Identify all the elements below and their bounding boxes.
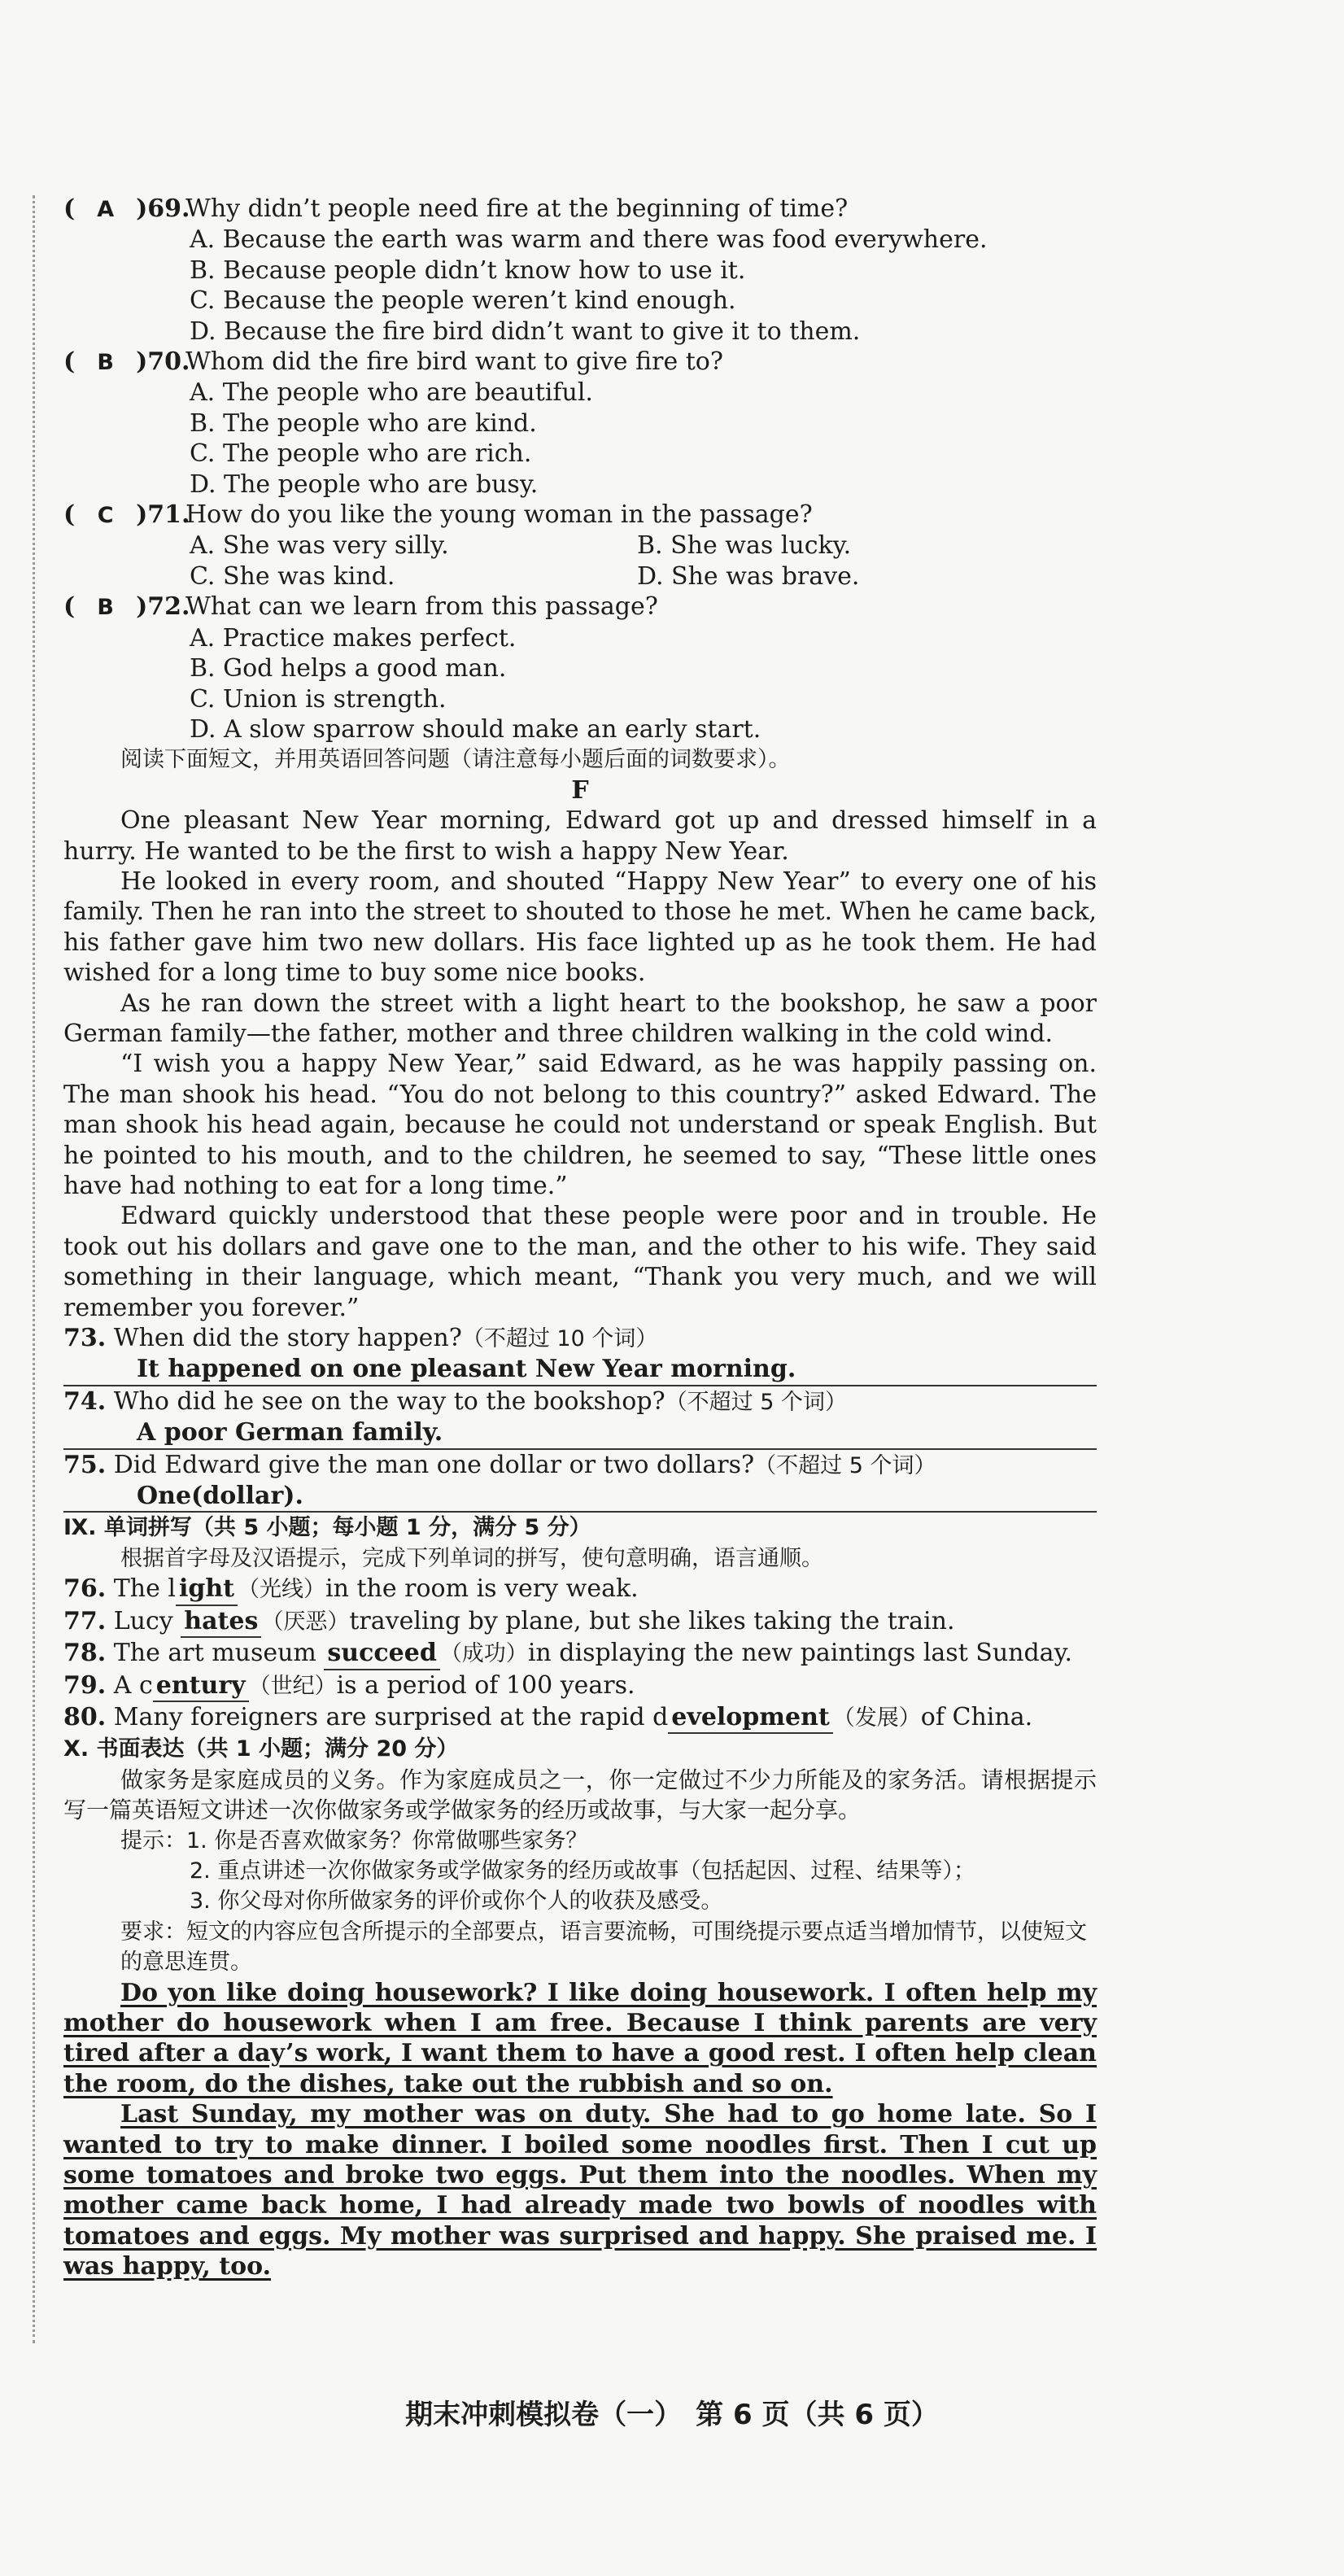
chinese-hint: （厌恶） xyxy=(261,1609,350,1635)
spelling-item xyxy=(63,1606,1097,1638)
chinese-hint: （发展） xyxy=(832,1705,921,1731)
question-number: 73. xyxy=(63,1324,107,1353)
question-number: 78. xyxy=(63,1639,107,1668)
question-number: 69. xyxy=(147,194,190,223)
answer-letter: B xyxy=(97,595,114,621)
writing-prompt: 做家务是家庭成员的义务。作为家庭成员之一，你一定做过不少力所能及的家务活。请根据提示写一篇英语短文讲述一次你做家务或学做家务的经历或故事，与大家一起分享。 xyxy=(63,1766,1097,1824)
option: B. God helps a good man. xyxy=(190,654,507,683)
chinese-hint: （成功） xyxy=(439,1641,528,1667)
sentence-end: in the room is very weak. xyxy=(325,1574,639,1604)
page-footer: 期末冲刺模拟卷（一） 第 6 页（共 6 页） xyxy=(405,2399,939,2431)
passage-f xyxy=(63,806,1097,1323)
filled-word: ight xyxy=(176,1574,238,1605)
spelling-item xyxy=(63,1574,1097,1605)
sentence-end: is a period of 100 years. xyxy=(336,1670,635,1700)
word-limit: （不超过 10 个词） xyxy=(461,1326,658,1352)
option: D. She was brave. xyxy=(637,561,860,591)
sentence-start: Many foreigners are surprised at the rapid d xyxy=(113,1702,669,1731)
option: B. The people who are kind. xyxy=(190,408,537,438)
essay-text: Last Sunday, my mother was on duty. She had to go home late. So I wanted to try to make dinner. I boiled some noodles first. Then I cut up some tomatoes and broke two eggs. Put them into the noodles. When my mother came back home, I had already made two bowls of noodles with tomatoes and eggs. My mother was surprised and happy. She praised me. I was happy, too. xyxy=(63,2100,1097,2281)
question-73 xyxy=(63,1323,1097,1386)
section-title: Ⅹ. 书面表达（共 1 小题；满分 20 分） xyxy=(63,1736,459,1762)
requirements-label: 要求： xyxy=(120,1919,186,1945)
chinese-hint: （光线） xyxy=(238,1577,326,1603)
binding-margin-line xyxy=(33,195,35,2343)
option: A. She was very silly. xyxy=(190,531,449,561)
reading-instruction: 阅读下面短文，并用英语回答问题（请注意每小题后面的词数要求）。 xyxy=(120,747,791,773)
requirements-row xyxy=(63,1917,1097,1978)
option: C. Because the people weren’t kind enough. xyxy=(190,286,736,316)
word-limit: （不超过 5 个词） xyxy=(665,1389,847,1415)
question-number: 80. xyxy=(63,1702,107,1731)
passage-paragraph: “I wish you a happy New Year,” said Edward, as he was happily passing on. The man shook his head. “You do not belong to this country?” asked Edward. The man shook his head again, because he could not understand or speak English. But he pointed to his mouth, and to the children, he seemed to say, “These little ones have had nothing to eat for a long time.” xyxy=(63,1050,1097,1200)
filled-word: succeed xyxy=(324,1638,439,1670)
option: B. She was lucky. xyxy=(637,531,852,561)
question-number: 75. xyxy=(63,1450,107,1479)
passage-letter: F xyxy=(571,775,589,805)
question-number: 79. xyxy=(63,1670,107,1700)
question-71: ( C )71.How do you like the young woman in the passage? A. She was very silly. B. She was lucky. C. She was kind. D. She was brave. xyxy=(63,500,860,591)
option: D. Because the fire bird didn’t want to give it to them. xyxy=(190,317,861,346)
sentence-start: The l xyxy=(113,1574,176,1604)
requirements-text: 短文的内容应包含所提示的全部要点，语言要流畅，可围绕提示要点适当增加情节，以使短文的意思连贯。 xyxy=(120,1919,1087,1976)
question-number: 72. xyxy=(147,592,190,622)
sentence-end: of China. xyxy=(920,1702,1033,1731)
answer-letter: C xyxy=(97,503,114,529)
sentence-end: in displaying the new paintings last Sunday. xyxy=(527,1639,1073,1668)
question-number: 77. xyxy=(63,1606,107,1635)
section-instruction: 根据首字母及汉语提示，完成下列单词的拼写，使句意明确，语言通顺。 xyxy=(120,1545,823,1571)
question-74 xyxy=(63,1386,1097,1450)
filled-word: entury xyxy=(153,1670,249,1702)
question-75 xyxy=(63,1450,1097,1513)
tips-row xyxy=(63,1826,1097,1856)
tips-label: 提示： xyxy=(120,1827,186,1853)
option: D. A slow sparrow should make an early start. xyxy=(190,714,761,744)
sentence-start: The art museum xyxy=(113,1639,325,1668)
tip-item: 2. 重点讲述一次你做家务或学做家务的经历或故事（包括起因、过程、结果等）； xyxy=(190,1858,975,1884)
question-text: Who did he see on the way to the bookshop? xyxy=(113,1386,665,1416)
question-72: ( B )72.What can we learn from this passage? A. Practice makes perfect. B. God helps a good man. C. Union is strength. D. A slow sparrow should make an early start. xyxy=(63,592,1097,744)
filled-word: hates xyxy=(181,1606,261,1638)
answer-letter: A xyxy=(97,197,115,222)
option: B. Because people didn’t know how to use it. xyxy=(190,255,746,285)
question-number: 74. xyxy=(63,1386,107,1416)
option: A. Because the earth was warm and there was food everywhere. xyxy=(190,225,988,255)
passage-paragraph: Edward quickly understood that these people were poor and in trouble. He took out his dollars and gave one to the man, and the other to his wife. They said something in their language, which meant, “Thank you very much, and we will remember you forever.” xyxy=(63,1202,1097,1322)
question-text: When did the story happen? xyxy=(113,1324,462,1353)
question-number: 71. xyxy=(147,500,190,530)
answer-letter: B xyxy=(97,350,114,376)
spelling-item xyxy=(63,1638,1097,1670)
option: A. Practice makes perfect. xyxy=(190,623,517,653)
tip-item: 3. 你父母对你所做家务的评价或你个人的收获及感受。 xyxy=(190,1888,723,1915)
section-title: Ⅸ. 单词拼写（共 5 小题；每小题 1 分，满分 5 分） xyxy=(63,1515,591,1541)
passage-paragraph: As he ran down the street with a light heart to the bookshop, he saw a poor German family—the father, mother and three children walking in the cold wind. xyxy=(63,989,1097,1048)
answer-line: It happened on one pleasant New Year morning. xyxy=(63,1354,1097,1386)
answer-line: One(dollar). xyxy=(63,1481,1097,1513)
spelling-item xyxy=(63,1670,1097,1702)
option: C. The people who are rich. xyxy=(190,439,532,469)
question-70: ( B )70.Whom did the fire bird want to give fire to? A. The people who are beautiful. B. The people who are kind. C. The people who are rich. D. The people who are busy. xyxy=(63,347,1097,500)
question-text: Why didn’t people need fire at the beginning of time? xyxy=(185,194,849,223)
passage-paragraph: One pleasant New Year morning, Edward got up and dressed himself in a hurry. He wanted to be the first to wish a happy New Year. xyxy=(63,806,1097,866)
answer-line: A poor German family. xyxy=(63,1417,1097,1449)
option: D. The people who are busy. xyxy=(190,469,539,499)
word-limit: （不超过 5 个词） xyxy=(754,1452,936,1478)
question-number: 76. xyxy=(63,1574,107,1604)
question-69: ( A )69.Why didn’t people need fire at the beginning of time? A. Because the earth was warm and there was food everywhere. B. Because people didn’t know how to use it. C. Because the people weren’t kind enough. D. Because the fire bird didn’t want to give it to them. xyxy=(63,194,1097,347)
question-text: What can we learn from this passage? xyxy=(185,592,658,622)
chinese-hint: （世纪） xyxy=(248,1673,337,1699)
sentence-start: Lucy xyxy=(113,1606,181,1635)
sentence-start: A c xyxy=(113,1670,153,1700)
essay-text: Do yon like doing housework? I like doing housework. I often help my mother do housework when I am free. Because I think parents are very tired after a day’s work, I want them to have a good rest. I often help clean the room, do the dishes, take out the rubbish and so on. xyxy=(63,1978,1097,2098)
passage-paragraph: He looked in every room, and shouted “Happy New Year” to every one of his family. Then he ran into the street to shouted to those he met. When he came back, his father gave him two new dollars. His face lighted up as he took them. He had wished for a long time to buy some nice books. xyxy=(63,867,1097,988)
option: A. The people who are beautiful. xyxy=(190,378,593,408)
option: C. Union is strength. xyxy=(190,684,447,714)
question-number: 70. xyxy=(147,347,190,377)
sentence-end: traveling by plane, but she likes taking the train. xyxy=(349,1606,955,1635)
tip-item: 1. 你是否喜欢做家务？你常做哪些家务？ xyxy=(186,1827,588,1853)
essay-paragraph xyxy=(63,2099,1097,2281)
question-text: Did Edward give the man one dollar or two dollars? xyxy=(113,1450,755,1479)
filled-word: evelopment xyxy=(668,1702,833,1734)
question-text: How do you like the young woman in the passage? xyxy=(185,500,813,530)
spelling-item xyxy=(63,1702,1097,1734)
essay-paragraph xyxy=(63,1978,1097,2100)
page-content xyxy=(63,194,1097,2282)
option: C. She was kind. xyxy=(190,561,395,591)
question-text: Whom did the fire bird want to give fire to? xyxy=(185,347,723,377)
